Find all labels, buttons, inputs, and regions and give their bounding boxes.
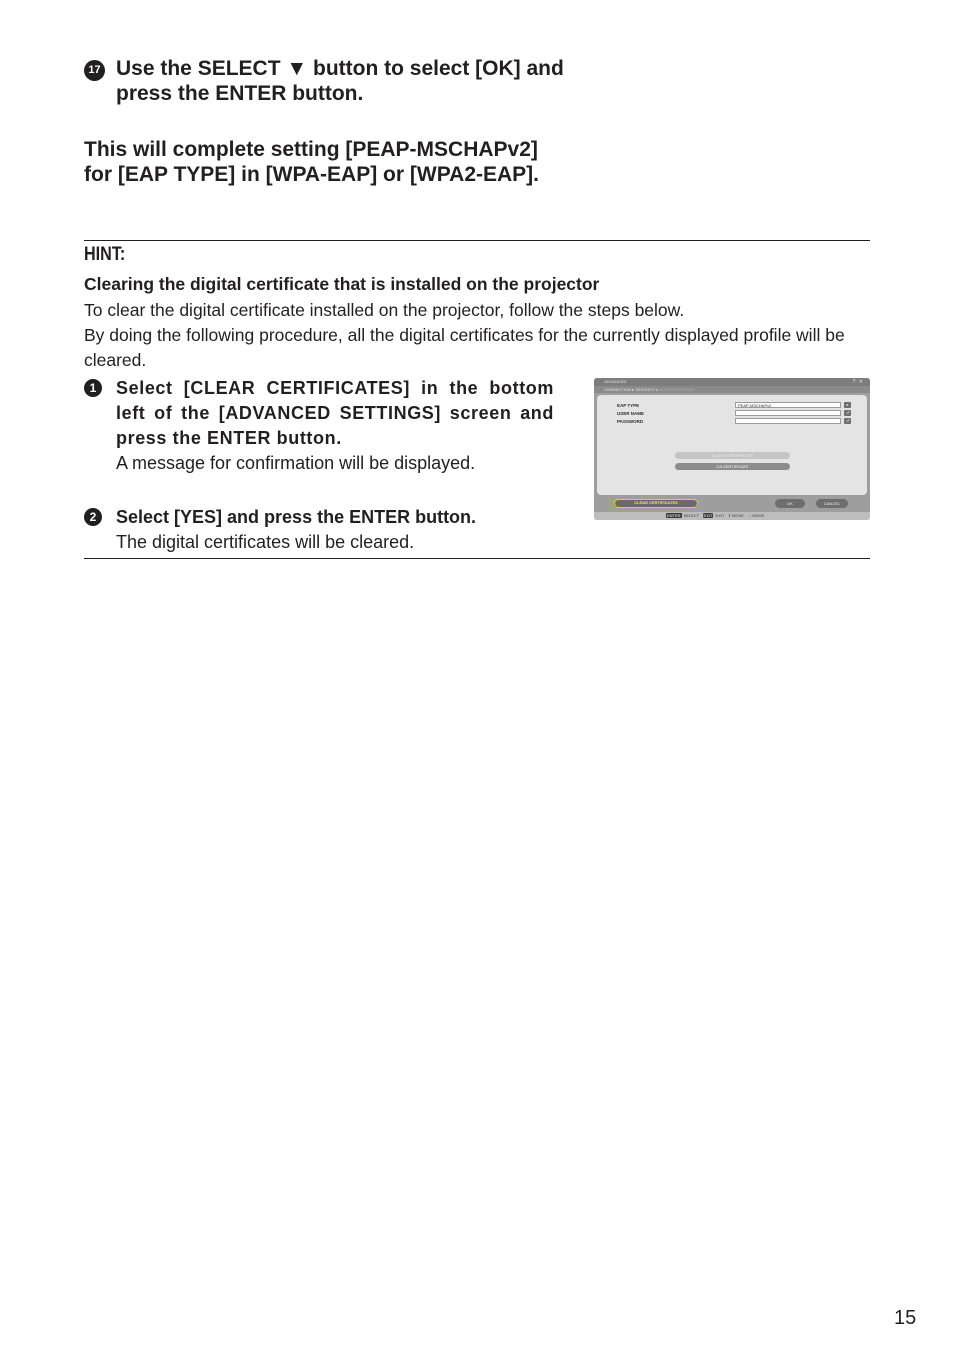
hint-step-note: The digital certificates will be cleared. <box>116 532 415 552</box>
footer-move-horizontal: ⇔ MOVE <box>747 513 765 518</box>
hint-step-1 <box>84 376 554 476</box>
exit-key-icon: EXIT <box>703 513 713 518</box>
screenshot-title: ADVANCED <box>604 379 627 384</box>
screenshot-breadcrumb <box>594 386 870 393</box>
hint-paragraph: By doing the following procedure, all the digital certificates for the currently displayed profile will be cleared. <box>84 325 845 370</box>
cancel-button: CANCEL <box>816 499 848 508</box>
footer-exit: EXIT <box>715 513 725 518</box>
hint-body <box>84 298 874 373</box>
ok-button: OK <box>775 499 805 508</box>
hint-step-2 <box>84 505 554 555</box>
eap-type-select-icon: ▸ <box>844 402 851 408</box>
screenshot-footer <box>594 512 870 520</box>
hint-top-divider <box>84 240 870 241</box>
completion-note: This will complete setting [PEAP-MSCHAPv2] for [EAP TYPE] in [WPA-EAP] or [WPA2-EAP]. <box>84 138 539 186</box>
user-name-label: USER NAME <box>617 411 645 416</box>
footer-select: SELECT <box>683 513 700 518</box>
hint-step-instruction: Select [YES] and press the ENTER button. <box>116 507 477 527</box>
ca-certificate-button: CA CERTIFICATE <box>675 463 790 470</box>
step-number-badge: 17 <box>84 60 105 81</box>
advanced-settings-screenshot <box>594 378 870 520</box>
hint-label: HINT: <box>84 244 126 265</box>
hint-bottom-divider <box>84 558 870 559</box>
step-17-instruction: Use the SELECT ▼ button to select [OK] and press the ENTER button. <box>116 57 564 105</box>
step-17 <box>84 56 564 106</box>
screenshot-bottom-bar <box>594 496 870 512</box>
hint-step-instruction: Select [CLEAR CERTIFICATES] in the bottom left of the [ADVANCED SETTINGS] screen and press the ENTER button. <box>116 378 554 448</box>
screenshot-panel <box>597 395 867 495</box>
page-number: 15 <box>894 1307 917 1329</box>
password-label: PASSWORD <box>617 419 644 424</box>
breadcrumb-active: CONNECTION ▸ SECURITY ▸ <box>604 387 659 392</box>
footer-move-vertical: ⇕ MOVE <box>727 513 744 518</box>
step-number-badge: 1 <box>84 379 102 397</box>
password-enter-icon: ⏎ <box>845 418 850 423</box>
hint-paragraph: To clear the digital certificate installed on the projector, follow the steps below. <box>84 300 685 320</box>
eap-type-field: PEAP-MSCHAPv2 <box>735 402 841 408</box>
enter-key-icon: ENTER <box>667 513 681 518</box>
breadcrumb-dim: AUTHENTICATION <box>659 387 695 392</box>
clear-certificates-button: CLEAR CERTIFICATES <box>614 499 698 508</box>
eap-type-label: EAP TYPE <box>617 403 640 408</box>
password-field <box>735 418 841 424</box>
client-certificate-button: CLIENT CERTIFICATE <box>675 452 790 459</box>
step-number-badge: 2 <box>84 508 102 526</box>
screenshot-titlebar <box>594 378 870 386</box>
hint-step-note: A message for confirmation will be displayed. <box>116 453 476 473</box>
user-name-field <box>735 410 841 416</box>
hint-heading: Clearing the digital certificate that is installed on the projector <box>84 274 600 294</box>
user-name-enter-icon: ⏎ <box>845 410 850 415</box>
screenshot-window-buttons: ? ✕ <box>852 379 864 385</box>
